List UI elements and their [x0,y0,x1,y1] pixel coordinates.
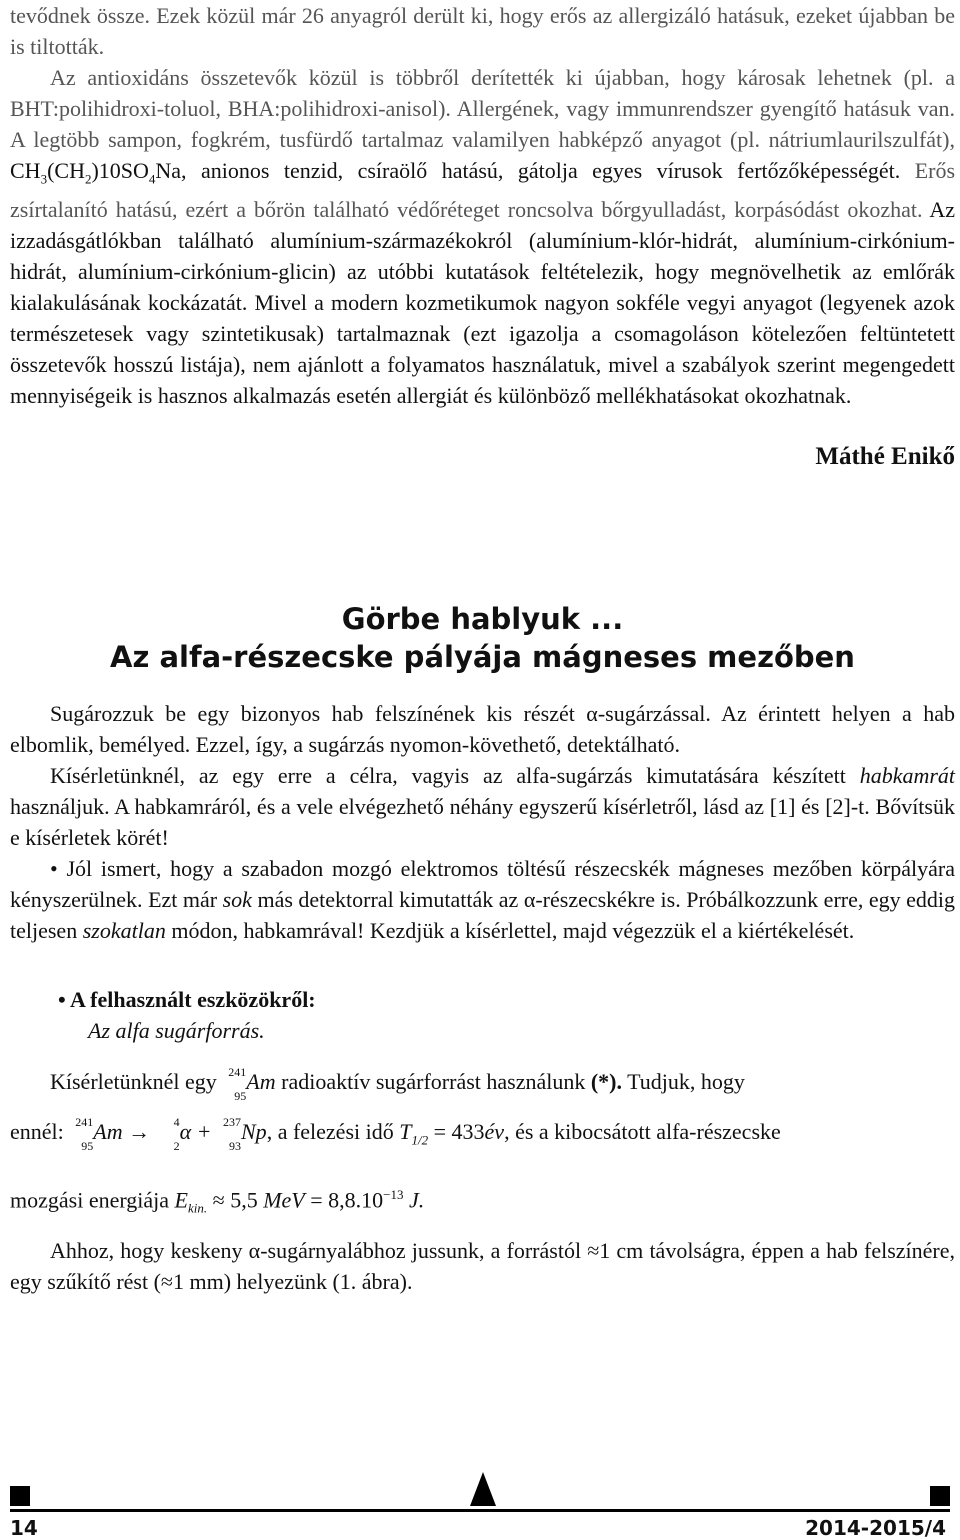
text-span: radioaktív sugárforrást használunk [281,1069,586,1095]
emphasis: sok [222,887,252,913]
mass-number: 237 [223,1115,241,1130]
element-symbol: Am [246,1069,276,1095]
energy-exponent: −13 [383,1186,404,1202]
energy-sub: kin. [187,1200,208,1216]
half-life-value: = 433 [433,1119,485,1145]
tools-heading: • A felhasznált eszközökről: [58,987,316,1013]
paragraph [10,1060,955,1104]
formula-part: )10SO [91,158,149,183]
text-span: Kísérletünknél, az egy erre a célra, vagyis az alfa-sugárzás kimutatására készített [50,763,846,789]
atomic-number: 95 [81,1139,94,1154]
text-span: Kísérletünknél egy [50,1069,217,1095]
issue-label: 2014-2015/4 [805,1516,946,1540]
element-symbol: α + [179,1119,212,1145]
square-marker-icon [10,1486,30,1506]
triangle-marker-icon [470,1472,496,1506]
paragraph [10,853,955,946]
chem-formula [10,158,187,187]
energy-unit: MeV [263,1187,305,1213]
paragraph [10,1169,955,1235]
half-life-unit: év [484,1119,505,1145]
paragraph [10,760,955,853]
text-span: ennél: [10,1119,64,1145]
mass-number: 241 [75,1115,94,1130]
nuclide-am [69,1115,94,1154]
page-content [10,0,955,1297]
text-span: más detektorral kimutatták az α-részecskékre is. Próbálkozzunk erre, egy eddig teljesen [10,887,956,944]
emphasis: szokatlan [82,918,166,944]
text-span: , és a kibocsátott alfa-részecske [504,1119,781,1145]
energy-unit: J. [409,1187,425,1213]
text-span: anionos tenzid, csíraölő hatású, gátolja egyes vírusok fertőzőképességét. [201,158,901,183]
nuclide-alpha [156,1115,180,1154]
formula-sub: 3 [40,171,48,187]
formula-part: (CH [47,158,85,183]
footer-rule [10,1509,950,1512]
author-name: Máthé Enikő [815,443,955,471]
nuclide-am [222,1065,247,1104]
paragraph: Ahhoz, hogy keskeny α-sugárnyalábhoz jussunk, a forrástól ≈1 cm távolságra, éppen a hab felszínére, egy szűkítő rést (≈1 mm) helyezünk (1. ábra). [10,1237,955,1294]
text-span: Erős zsírtalanító hatású, ezért a bőrön található védőréteget roncsolva bőrgyulladást, korpásódást okozhat. [10,158,956,223]
text-span: Az antioxidáns összetevők közül is többről derítették ki újabban, hogy károsak lehetnek (pl. a BHT:polihidroxi-toluol, BHA:polihidroxi-anisol). Allergének, vagy immunrendszer gyengítő hatásuk van. A legtöbb sampon, fogkrém, tusfürdő tartalmaz valamilyen habképző anyagot (pl. nátriumlaurilszulfát), [10,65,955,152]
square-marker-icon [930,1486,950,1506]
footnote-mark: (*). [590,1069,623,1095]
text-span: használjuk. A habkamráról, és a vele elvégezhető néhány egyszerű kísérletről, lásd az [1] és [2]-t. Bővítsük e kísérletek körét! [10,794,955,851]
mass-number: 241 [228,1065,247,1080]
emphasis: habkamrát [859,763,956,789]
page-footer [0,1472,960,1540]
paragraph [10,62,955,411]
page-number: 14 [10,1516,38,1540]
text-span: • Jól ismert, hogy a szabadon mozgó elektromos töltésű részecskék mágneses mezőben körpályára kényszerülnek. Ezt már [10,856,955,913]
mass-number: 4 [173,1115,180,1130]
article-title [10,600,955,676]
text-span: , a felezési idő [266,1119,394,1145]
text-span: mozgási energiája [10,1187,170,1213]
paragraph: tevődnek össze. Ezek közül már 26 anyagról derült ki, hogy erős az allergizáló hatásuk, ezeket újabban be is tiltották. [10,3,955,59]
paragraph [10,1104,955,1168]
element-symbol: Am [93,1119,123,1145]
element-symbol: Np [241,1119,267,1145]
paragraph: Sugározzuk be egy bizonyos hab felszínének kis részét α-sugárzással. Az érintett helyen a hab elbomlik, bemélyed. Ezzel, így, a sugárzás nyomon-követhető, detektálható. [10,701,955,758]
text-span: módon, habkamrával! Kezdjük a kísérlettel, majd végezzük el a kiértékelését. [171,918,855,944]
half-life-sub: 1/2 [411,1132,429,1148]
atomic-number: 95 [234,1089,247,1104]
formula-sub: 2 [84,171,92,187]
energy-value: ≈ 5,5 [212,1187,258,1213]
atomic-number: 93 [229,1139,241,1154]
half-life-symbol: T [399,1119,412,1145]
energy-symbol: E [174,1187,188,1213]
energy-value-joule: = 8,8.10 [310,1187,384,1213]
title-line-2: Az alfa-részecske pályája mágneses mezőben [110,640,855,675]
tools-item: Az alfa sugárforrás. [88,1018,265,1044]
title-line-1: Görbe hablyuk ... [341,602,624,637]
formula-sub: 4 [148,171,156,187]
text-span: Tudjuk, hogy [627,1069,745,1095]
formula-part: Na, [155,158,187,183]
reaction-arrow: → [128,1119,151,1145]
text-span: Az izzadásgátlókban található alumínium-származékokról (alumínium-klór-hidrát, alumínium-cirkónium-hidrát, alumínium-cirkónium-glicin) az utóbbi kutatások feltételezik, hogy megnövelhetik az emlőrák kialakulásának kockázatát. Mivel a modern kozmetikumok nagyon sokféle vegyi anyagot (legyenek azok természetesek vagy szintetikusak) tartalmaznak (ezt igazolja a csomagoláson kötelezően feltüntetett összetevők hosszú listája), nem ajánlott a folyamatos használatuk, mivel a szabályok szerint megengedett mennyiségeik is hasznos alkalmazás esetén allergiát és különböző mellékhatásokat okozhatnak. [10,197,955,409]
atomic-number: 2 [173,1139,180,1154]
nuclide-np [217,1115,241,1154]
formula-part: CH [10,158,41,183]
